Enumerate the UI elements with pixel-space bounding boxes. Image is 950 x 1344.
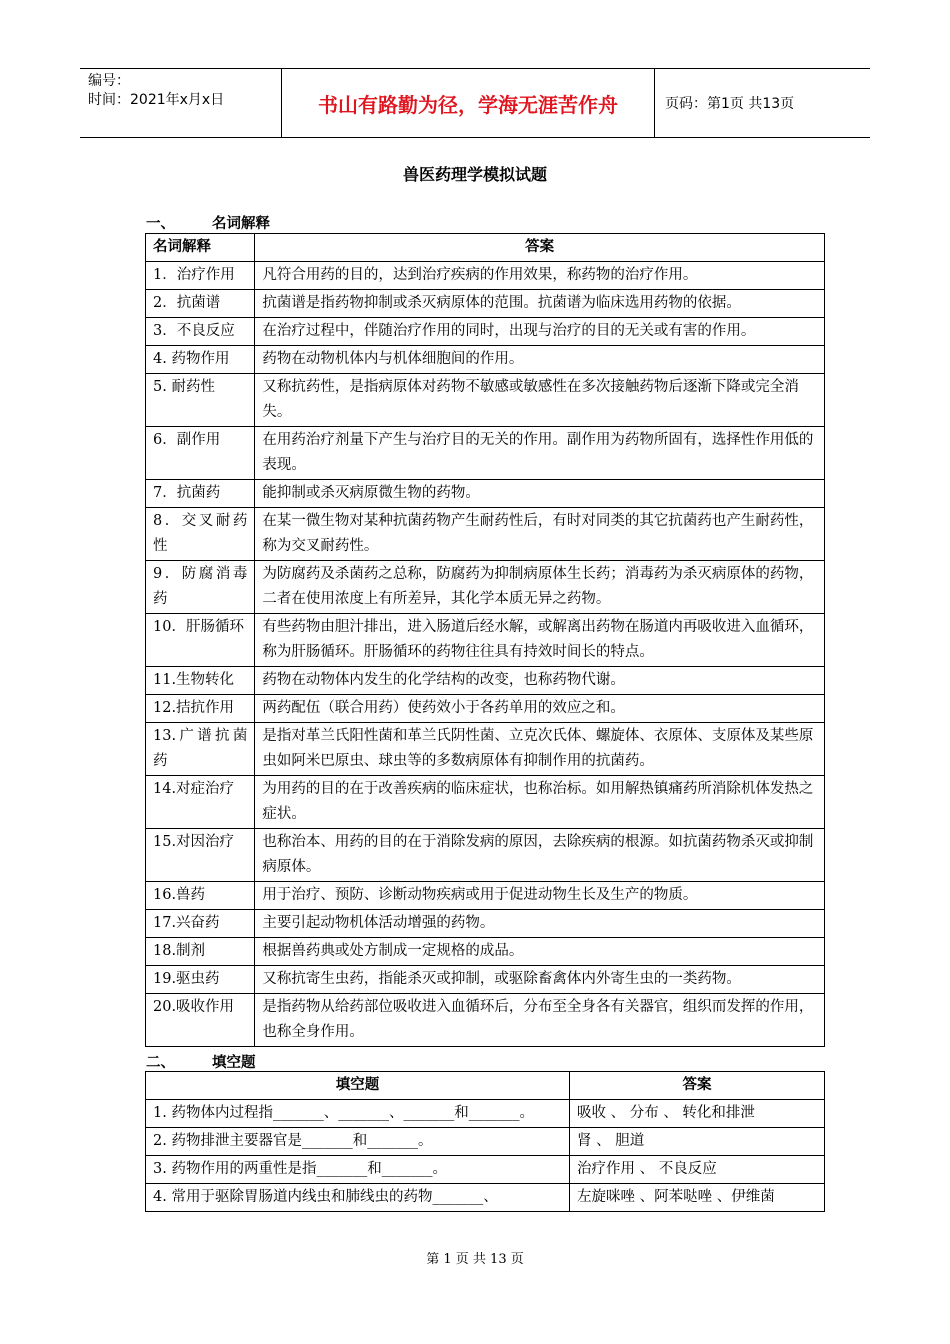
cell-term: 2．抗菌谱	[146, 290, 255, 318]
header-motto: 书山有路勤为径，学海无涯苦作舟	[282, 69, 655, 137]
table-row	[146, 346, 825, 374]
table-row	[146, 1100, 825, 1128]
table-row	[146, 994, 825, 1047]
cell-term: 15.对因治疗	[146, 829, 255, 882]
cell-q: 1. 药物体内过程指_______、_______、_______和_______。	[146, 1100, 570, 1128]
cell-ans: 两药配伍（联合用药）使药效小于各药单用的效应之和。	[255, 695, 825, 723]
cell-term: 14.对症治疗	[146, 776, 255, 829]
cell-ans: 是指对革兰氏阳性菌和革兰氏阴性菌、立克次氏体、螺旋体、衣原体、支原体及某些原虫如阿米巴原虫、球虫等的多数病原体有抑制作用的抗菌药。	[255, 723, 825, 776]
cell-term: 8．交叉耐药性	[146, 508, 255, 561]
cell-ans: 在某一微生物对某种抗菌药物产生耐药性后，有时对同类的其它抗菌药也产生耐药性，称为交叉耐药性。	[255, 508, 825, 561]
table-row	[146, 882, 825, 910]
cell-q: 2. 药物排泄主要器官是_______和_______。	[146, 1128, 570, 1156]
cell-term: 10．肝肠循环	[146, 614, 255, 667]
section-1-heading	[146, 212, 270, 233]
definitions-header-row	[146, 234, 825, 262]
cell-ans: 为用药的目的在于改善疾病的临床症状，也称治标。如用解热镇痛药所消除机体发热之症状。	[255, 776, 825, 829]
cell-a: 肾 、 胆道	[570, 1128, 825, 1156]
table-row	[146, 667, 825, 695]
cell-ans: 主要引起动物机体活动增强的药物。	[255, 910, 825, 938]
column-header-question: 填空题	[146, 1072, 570, 1100]
table-row	[146, 262, 825, 290]
number-label: 编号：	[88, 73, 130, 89]
cell-q: 4. 常用于驱除胃肠道内线虫和肺线虫的药物_______、	[146, 1184, 570, 1212]
fill-blank-header-row	[146, 1072, 825, 1100]
table-row	[146, 508, 825, 561]
table-row	[146, 1156, 825, 1184]
definitions-table	[145, 233, 825, 1047]
table-row	[146, 695, 825, 723]
table-row	[146, 480, 825, 508]
header-page-info: 页码：第1页 共13页	[665, 96, 795, 112]
fill-blank-table	[145, 1071, 825, 1212]
table-row	[146, 561, 825, 614]
table-row	[146, 966, 825, 994]
cell-ans: 在用药治疗剂量下产生与治疗目的无关的作用。副作用为药物所固有，选择性作用低的表现。	[255, 427, 825, 480]
cell-term: 5. 耐药性	[146, 374, 255, 427]
cell-q: 3. 药物作用的两重性是指_______和_______。	[146, 1156, 570, 1184]
cell-ans: 为防腐药及杀菌药之总称，防腐药为抑制病原体生长药；消毒药为杀灭病原体的药物，二者在使用浓度上有所差异，其化学本质无异之药物。	[255, 561, 825, 614]
section-1-label: 名词解释	[212, 216, 270, 232]
table-row	[146, 1184, 825, 1212]
cell-term: 16.兽药	[146, 882, 255, 910]
section-2-heading	[146, 1051, 256, 1072]
cell-term: 3．不良反应	[146, 318, 255, 346]
cell-ans: 在治疗过程中，伴随治疗作用的同时，出现与治疗的目的无关或有害的作用。	[255, 318, 825, 346]
cell-ans: 又称抗药性，是指病原体对药物不敏感或敏感性在多次接触药物后逐渐下降或完全消失。	[255, 374, 825, 427]
section-1-number: 一、	[146, 216, 175, 232]
cell-term: 1．治疗作用	[146, 262, 255, 290]
cell-ans: 也称治本、用药的目的在于消除发病的原因，去除疾病的根源。如抗菌药物杀灭或抑制病原体。	[255, 829, 825, 882]
page-footer: 第 1 页 共 13 页	[426, 1252, 524, 1267]
cell-ans: 药物在动物体内发生的化学结构的改变，也称药物代谢。	[255, 667, 825, 695]
cell-ans: 用于治疗、预防、诊断动物疾病或用于促进动物生长及生产的物质。	[255, 882, 825, 910]
cell-term: 7．抗菌药	[146, 480, 255, 508]
document-title: 兽医药理学模拟试题	[402, 165, 547, 184]
cell-ans: 能抑制或杀灭病原微生物的药物。	[255, 480, 825, 508]
cell-term: 11.生物转化	[146, 667, 255, 695]
table-row	[146, 910, 825, 938]
header-meta	[80, 69, 282, 137]
section-2-number: 二、	[146, 1055, 175, 1071]
cell-ans: 抗菌谱是指药物抑制或杀灭病原体的范围。抗菌谱为临床选用药物的依据。	[255, 290, 825, 318]
cell-term: 19.驱虫药	[146, 966, 255, 994]
table-row	[146, 776, 825, 829]
table-row	[146, 318, 825, 346]
cell-ans: 根据兽药典或处方制成一定规格的成品。	[255, 938, 825, 966]
page-header	[80, 68, 870, 138]
table-row	[146, 829, 825, 882]
table-row	[146, 723, 825, 776]
cell-term: 18.制剂	[146, 938, 255, 966]
cell-term: 6．副作用	[146, 427, 255, 480]
cell-term: 9．防腐消毒药	[146, 561, 255, 614]
cell-term: 13.广谱抗菌药	[146, 723, 255, 776]
cell-a: 吸收 、 分布 、 转化和排泄	[570, 1100, 825, 1128]
cell-ans: 是指药物从给药部位吸收进入血循环后，分布至全身各有关器官，组织而发挥的作用，也称全身作用。	[255, 994, 825, 1047]
column-header-answer: 答案	[255, 234, 825, 262]
table-row	[146, 427, 825, 480]
table-row	[146, 614, 825, 667]
cell-term: 4. 药物作用	[146, 346, 255, 374]
cell-ans: 又称抗寄生虫药，指能杀灭或抑制，或驱除畜禽体内外寄生虫的一类药物。	[255, 966, 825, 994]
column-header-term: 名词解释	[146, 234, 255, 262]
cell-ans: 药物在动物机体内与机体细胞间的作用。	[255, 346, 825, 374]
cell-a: 治疗作用 、 不良反应	[570, 1156, 825, 1184]
section-2-label: 填空题	[212, 1055, 256, 1071]
time-label: 时间：2021年x月x日	[88, 92, 225, 108]
table-row	[146, 374, 825, 427]
table-row	[146, 1128, 825, 1156]
column-header-answer: 答案	[570, 1072, 825, 1100]
cell-ans: 凡符合用药的目的，达到治疗疾病的作用效果，称药物的治疗作用。	[255, 262, 825, 290]
table-row	[146, 938, 825, 966]
cell-term: 12.拮抗作用	[146, 695, 255, 723]
table-row	[146, 290, 825, 318]
cell-ans: 有些药物由胆汁排出，进入肠道后经水解，或解离出药物在肠道内再吸收进入血循环，称为肝肠循环。肝肠循环的药物往往具有持效时间长的特点。	[255, 614, 825, 667]
cell-a: 左旋咪唑 、阿苯哒唑 、伊维菌	[570, 1184, 825, 1212]
cell-term: 17.兴奋药	[146, 910, 255, 938]
cell-term: 20.吸收作用	[146, 994, 255, 1047]
